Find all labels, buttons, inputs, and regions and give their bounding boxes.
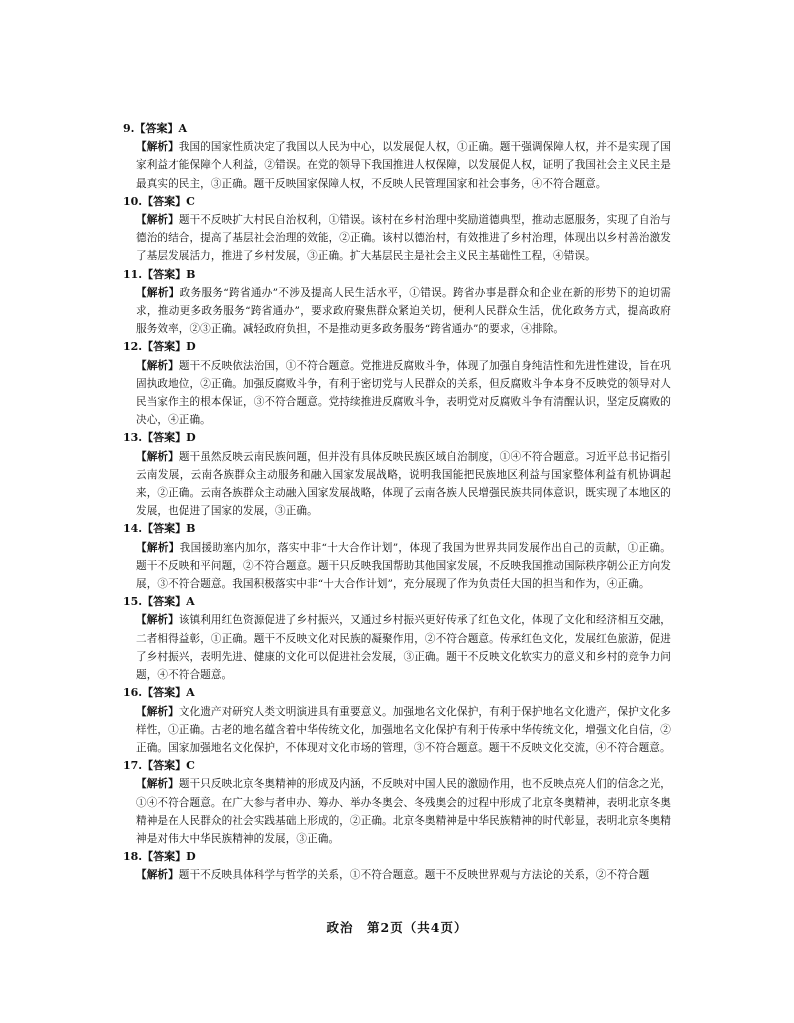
explanation — [123, 611, 671, 684]
explanation — [123, 775, 671, 848]
explanation-tag: 【解析】 — [136, 141, 179, 154]
answer-item-18 — [123, 848, 671, 884]
explanation — [123, 703, 671, 758]
answer-key: 18.【答案】D — [123, 850, 196, 864]
explanation-text: 政务服务“跨省通办”不涉及提高人民生活水平，①错误。跨省办事是群众和企业在新的形势下的迫切需求，推动更多政务服务“跨省通办”，要求政府聚焦群众紧迫关切，便利人民群众生活，优化政务方式，提高政府服务效率，②③正确。减轻政府负担，不是推动更多政务服务“跨省通办”的要求，④排除。 — [136, 286, 671, 336]
explanation-text: 题干虽然反映云南民族问题，但并没有具体反映民族区域自治制度，①④不符合题意。习近平总书记指引云南发展，云南各族群众主动服务和融入国家发展战略，说明我国能把民族地区利益与国家整体利益有机协调起来，②正确。云南各族群众主动融入国家发展战略，体现了云南各族人民增强民族共同体意识，既实现了本地区的发展，也促进了国家的发展，③正确。 — [136, 450, 671, 518]
explanation-tag: 【解析】 — [136, 359, 179, 372]
answer-item-10 — [123, 193, 671, 266]
explanation-tag: 【解析】 — [136, 286, 180, 299]
answer-key: 10.【答案】C — [123, 194, 195, 208]
explanation-tag: 【解析】 — [136, 705, 179, 718]
explanation — [123, 866, 671, 884]
answer-key: 9.【答案】A — [123, 122, 188, 135]
explanation-text: 我国的国家性质决定了我国以人民为中心，以发展促人权，①正确。题干强调保障人权，并不是实现了国家利益才能保障个人利益，②错误。在党的领导下我国推进人权保障，以发展促人权，证明了我国社会主义民主是最真实的民主，③正确。题干反映国家保障人权，不反映人民管理国家和社会事务，④不符合题意。 — [136, 141, 671, 190]
explanation — [123, 211, 671, 266]
explanation-text: 文化遗产对研究人类文明演进具有重要意义。加强地名文化保护，有利于保护地名文化遗产，保护文化多样性，①正确。古老的地名蕴含着中华传统文化，加强地名文化保护有利于传承中华传统文化，增强文化自信，②正确。国家加强地名文化保护，不体现对文化市场的管理，③不符合题意。题干不反映文化交流，④不符合题意。 — [136, 705, 671, 754]
answer-key: 11.【答案】B — [123, 267, 196, 281]
answer-key: 16.【答案】A — [123, 686, 195, 700]
explanation — [123, 539, 671, 594]
explanation-tag: 【解析】 — [136, 214, 179, 227]
answer-item-13 — [123, 429, 671, 520]
explanation-tag: 【解析】 — [136, 450, 179, 463]
answer-key: 17.【答案】C — [123, 759, 195, 773]
explanation — [123, 448, 671, 521]
explanation — [123, 284, 671, 339]
answer-item-12 — [123, 338, 671, 429]
answer-item-14 — [123, 520, 671, 593]
answer-key: 14.【答案】B — [123, 522, 196, 536]
answer-list — [123, 120, 671, 885]
explanation — [123, 357, 671, 430]
answer-item-11 — [123, 266, 671, 339]
answer-key: 12.【答案】D — [123, 340, 196, 354]
explanation-text: 题干不反映扩大村民自治权利，①错误。该村在乡村治理中奖励道德典型，推动志愿服务，实现了自治与德治的结合，提高了基层社会治理的效能，②正确。该村以德治村，有效推进了乡村治理，体现出以乡村善治激发了基层发展活力，推进了乡村发展，③正确。扩大基层民主是社会主义民主基础性工程，④错误。 — [136, 214, 671, 263]
answer-key: 13.【答案】D — [123, 431, 196, 445]
explanation-tag: 【解析】 — [136, 869, 179, 882]
explanation-text: 该镇利用红色资源促进了乡村振兴，又通过乡村振兴更好传承了红色文化，体现了文化和经济相互交融，二者相得益彰，①正确。题干不反映文化对民族的凝聚作用，②不符合题意。传承红色文化，发展红色旅游，促进了乡村振兴，表明先进、健康的文化可以促进社会发展，③正确。题干不反映文化软实力的意义和乡村的竞争力问题，④不符合题意。 — [136, 614, 671, 682]
page-footer: 政治 第2页（共4页） — [326, 920, 468, 935]
answer-item-16 — [123, 684, 671, 757]
explanation — [123, 138, 671, 193]
answer-key: 15.【答案】A — [123, 595, 195, 609]
explanation-tag: 【解析】 — [136, 614, 179, 627]
explanation-text: 我国援助塞内加尔，落实中非“十大合作计划”，体现了我国为世界共同发展作出自己的贡献，①正确。题干不反映和平问题，②不符合题意。题干只反映我国帮助其他国家发展，不反映我国推动国际秩序朝公正方向发展，③不符合题意。我国积极落实中非“十大合作计划”，充分展现了作为负责任大国的担当和作为，④正确。 — [136, 541, 671, 591]
answer-item-17 — [123, 757, 671, 848]
answer-item-9 — [123, 120, 671, 193]
explanation-text: 题干不反映具体科学与哲学的关系，①不符合题意。题干不反映世界观与方法论的关系，②不符合题 — [178, 869, 650, 882]
explanation-tag: 【解析】 — [136, 541, 180, 554]
explanation-text: 题干不反映依法治国，①不符合题意。党推进反腐败斗争，体现了加强自身纯洁性和先进性建设，旨在巩固执政地位，②正确。加强反腐败斗争，有利于密切党与人民群众的关系，但反腐败斗争本身不反映党的领导对人民当家作主的根本保证，③不符合题意。党持续推进反腐败斗争，表明党对反腐败斗争有清醒认识，坚定反腐败的决心，④正确。 — [136, 359, 671, 427]
explanation-tag: 【解析】 — [136, 778, 179, 791]
answer-item-15 — [123, 593, 671, 684]
explanation-text: 题干只反映北京冬奥精神的形成及内涵，不反映对中国人民的激励作用，也不反映点亮人们的信念之光，①④不符合题意。在广大参与者申办、筹办、举办冬奥会、冬残奥会的过程中形成了北京冬奥精神，表明北京冬奥精神是在人民群众的社会实践基础上形成的，②正确。北京冬奥精神是中华民族精神的时代彰显，表明北京冬奥精神是对伟大中华民族精神的发展，③正确。 — [136, 778, 671, 845]
